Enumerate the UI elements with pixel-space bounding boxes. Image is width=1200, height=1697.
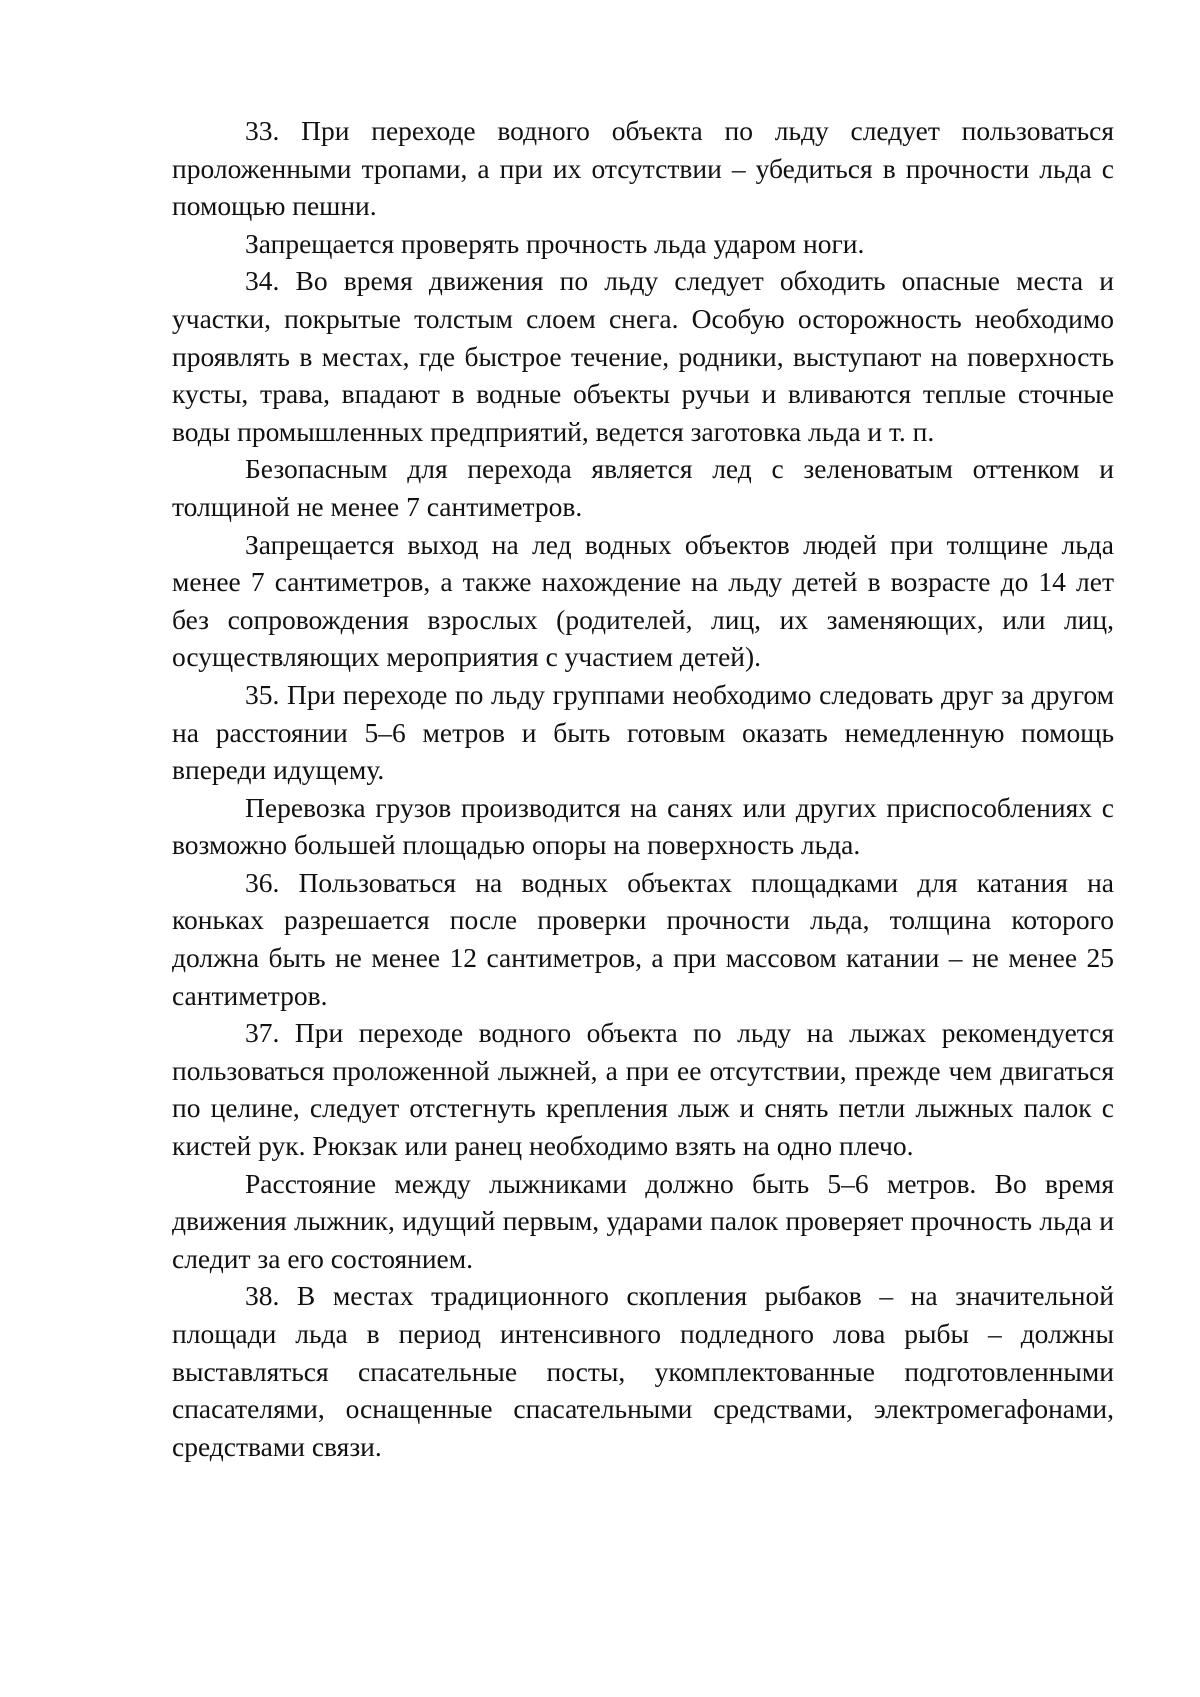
paragraph-34-prohibition: Запрещается выход на лед водных объектов людей при толщине льда менее 7 сантиметров, а также нахождение на льду детей в возрасте до 14 лет без сопровождения взрослых (родителей, лиц, их заменяющих, или лиц, осуществляющих мероприятия с участием детей).: [172, 528, 1114, 673]
paragraph-37-skiers: Расстояние между лыжниками должно быть 5–6 метров. Во время движения лыжник, идущий первым, ударами палок проверяет прочность льда и следит за его состоянием.: [172, 1167, 1114, 1274]
paragraph-35-cargo: Перевозка грузов производится на санях или других приспособлениях с возможно большей площадью опоры на поверхность льда.: [172, 791, 1114, 861]
paragraph-36: 36. Пользоваться на водных объектах площадками для катания на коньках разрешается после проверки прочности льда, толщина которого должна быть не менее 12 сантиметров, а при массовом катании – не менее 25 сантиметров.: [172, 866, 1114, 1011]
paragraph-37: 37. При переходе водного объекта по льду на лыжах рекомендуется пользоваться проложенной лыжней, а при ее отсутствии, прежде чем двигаться по целине, следует отстегнуть крепления лыж и снять петли лыжных палок с кистей рук. Рюкзак или ранец необходимо взять на одно плечо.: [172, 1017, 1114, 1162]
paragraph-34: 34. Во время движения по льду следует обходить опасные места и участки, покрытые толстым слоем снега. Особую осторожность необходимо проявлять в местах, где быстрое течение, родники, выступают на поверхность кусты, трава, впадают в водные объекты ручьи и вливаются теплые сточные воды промышленных предприятий, ведется заготовка льда и т. п.: [172, 265, 1114, 447]
paragraph-33-ice-check: Запрещается проверять прочность льда ударом ноги.: [245, 227, 865, 259]
document-body: [172, 112, 1114, 1465]
paragraph-34-safe-ice: Безопасным для перехода является лед с зеленоватым оттенком и толщиной не менее 7 сантиметров.: [172, 453, 1114, 522]
paragraph-35: 35. При переходе по льду группами необходимо следовать друг за другом на расстоянии 5–6 метров и быть готовым оказать немедленную помощь впереди идущему.: [172, 678, 1114, 786]
paragraph-33: 33. При переходе водного объекта по льду следует пользоваться проложенными тропами, а при их отсутствии – убедиться в прочности льда с помощью пешни.: [172, 115, 1114, 222]
paragraph-38: 38. В местах традиционного скопления рыбаков – на значительной площади льда в период интенсивного подледного лова рыбы – должны выставляться спасательные посты, укомплектованные подготовленными спасателями, оснащенные спасательными средствами, электромегафонами, средствами связи.: [172, 1280, 1114, 1462]
